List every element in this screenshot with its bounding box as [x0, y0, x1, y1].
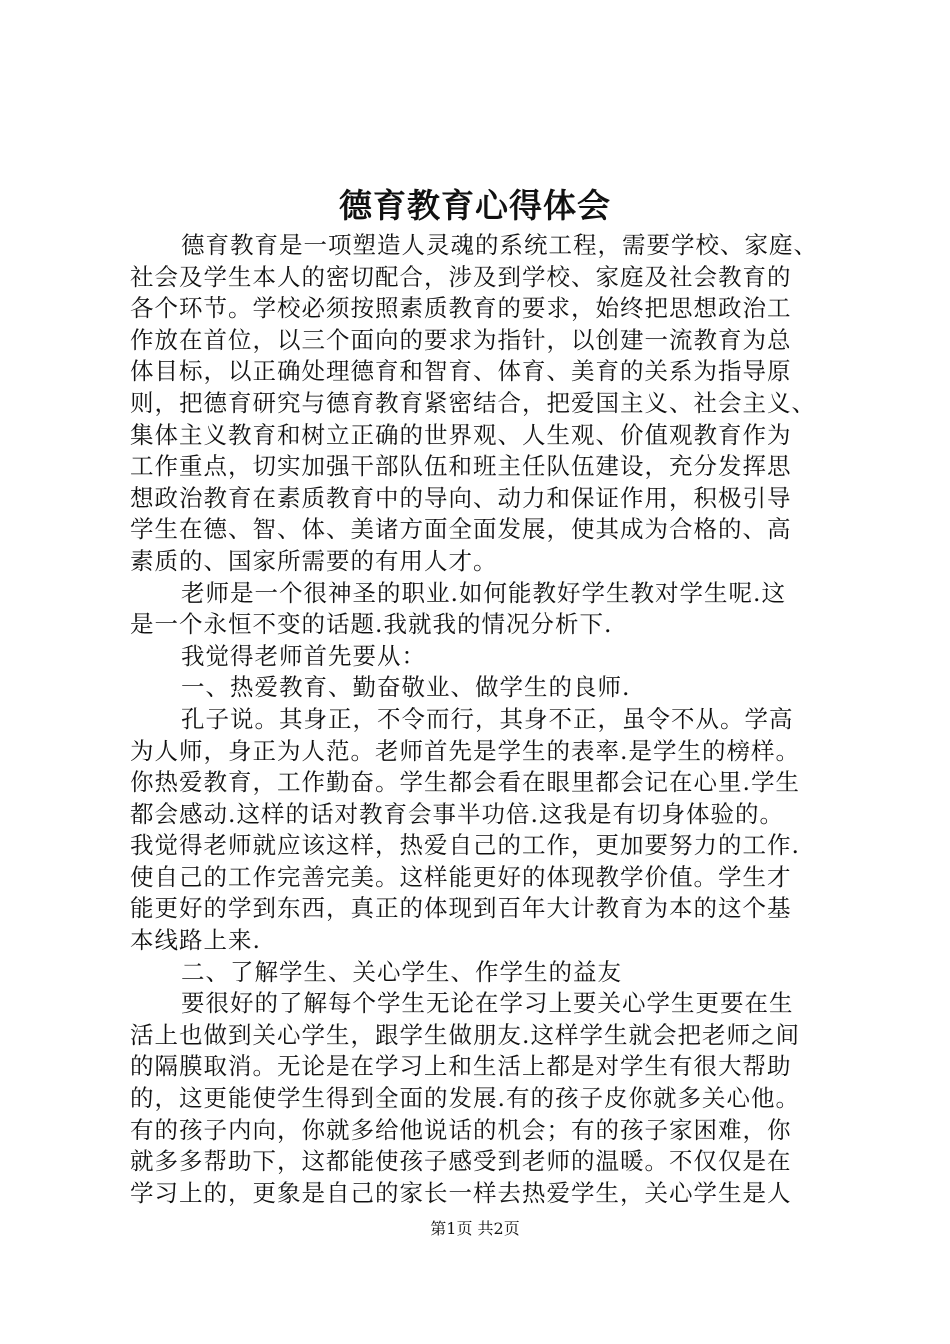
text-line: 社会及学生本人的密切配合，涉及到学校、家庭及社会教育的 [130, 262, 792, 291]
text-line: 想政治教育在素质教育中的导向、动力和保证作用，积极引导 [130, 483, 792, 512]
text-line: 德育教育是一项塑造人灵魂的系统工程，需要学校、家庭、 [181, 231, 818, 259]
text-line: 我觉得老师就应该这样，热爱自己的工作，更加要努力的工作. [130, 831, 800, 860]
text-line: 集体主义教育和树立正确的世界观、人生观、价值观教育作为 [130, 420, 792, 449]
text-line: 我觉得老师首先要从： [181, 641, 426, 670]
text-line: 能更好的学到东西，真正的体现到百年大计教育为本的这个基 [130, 894, 792, 923]
text-line: 都会感动.这样的话对教育会事半功倍.这我是有切身体验的。 [130, 799, 784, 828]
text-line: 你热爱教育，工作勤奋。学生都会看在眼里都会记在心里.学生 [130, 768, 800, 797]
text-line: 为人师，身正为人范。老师首先是学生的表率.是学生的榜样。 [130, 736, 800, 765]
text-line: 学生在德、智、体、美诸方面全面发展，使其成为合格的、高 [130, 515, 792, 544]
text-line: 一、热爱教育、勤奋敬业、做学生的良师. [181, 673, 631, 702]
text-line: 学习上的，更象是自己的家长一样去热爱学生，关心学生是人 [130, 1178, 792, 1207]
text-line: 二、了解学生、关心学生、作学生的益友 [181, 957, 622, 986]
text-line: 本线路上来. [130, 926, 261, 955]
text-line: 体目标，以正确处理德育和智育、体育、美育的关系为指导原 [130, 357, 792, 386]
text-line: 是一个永恒不变的话题.我就我的情况分析下. [130, 610, 613, 639]
text-line: 的隔膜取消。无论是在学习上和生活上都是对学生有很大帮助 [130, 1052, 792, 1081]
text-line: 则，把德育研究与德育教育紧密结合，把爱国主义、社会主义、 [130, 388, 816, 417]
text-line: 活上也做到关心学生，跟学生做朋友.这样学生就会把老师之间 [130, 1020, 800, 1049]
document-title: 德育教育心得体会 [339, 186, 611, 225]
text-line: 素质的、国家所需要的有用人才。 [130, 546, 498, 575]
text-line: 老师是一个很神圣的职业.如何能教好学生教对学生呢.这 [181, 578, 786, 607]
text-line: 作放在首位，以三个面向的要求为指针，以创建一流教育为总 [130, 325, 792, 354]
text-line: 工作重点，切实加强干部队伍和班主任队伍建设，充分发挥思 [130, 452, 792, 481]
document-body [130, 230, 850, 1209]
text-line: 要很好的了解每个学生无论在学习上要关心学生更要在生 [181, 989, 794, 1018]
text-line: 各个环节。学校必须按照素质教育的要求，始终把思想政治工 [130, 294, 792, 323]
text-line: 有的孩子内向，你就多给他说话的机会；有的孩子家困难，你 [130, 1115, 792, 1144]
text-line: 的，这更能使学生得到全面的发展.有的孩子皮你就多关心他。 [130, 1084, 800, 1113]
text-line: 孔子说。其身正，不令而行，其身不正，虽令不从。学高 [181, 704, 794, 733]
text-line: 就多多帮助下，这都能使孩子感受到老师的温暖。不仅仅是在 [130, 1147, 792, 1176]
text-line: 使自己的工作完善完美。这样能更好的体现教学价值。学生才 [130, 862, 792, 891]
page-footer: 第1页 共2页 [430, 1219, 520, 1238]
